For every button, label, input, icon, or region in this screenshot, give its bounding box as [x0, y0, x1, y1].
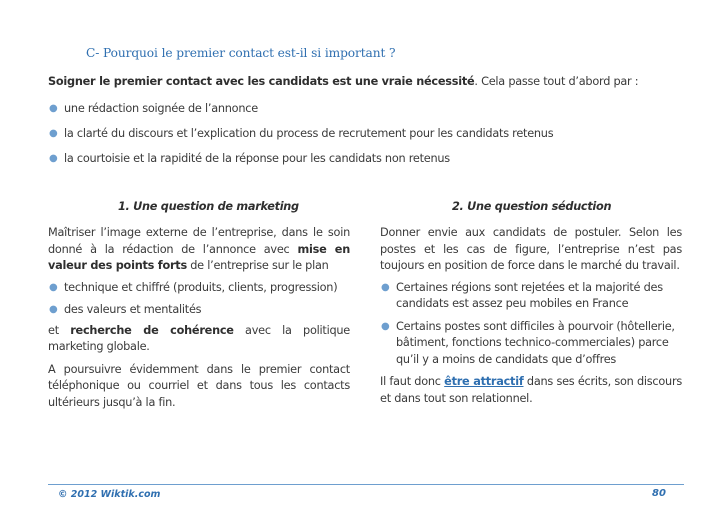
list-item: ● une rédaction soignée de l’annonce — [49, 102, 258, 115]
section-heading: C- Pourquoi le premier contact est-il si important ? — [86, 46, 396, 60]
bullet-icon: ● — [49, 281, 58, 293]
bullet-icon: ● — [381, 320, 390, 332]
intro-bold: Soigner le premier contact avec les candidats est une vraie nécessité — [48, 75, 475, 88]
left-paragraph-2: et recherche de cohérence avec la politique marketing globale. — [48, 323, 350, 353]
list-item: ● Certains postes sont difficiles à pourvoir (hôtellerie, bâtiment, fonctions technico-commerciales) parce qu’il y a moins de candidats que d’offres — [381, 319, 675, 366]
footer-copyright: © 2012 Wiktik.com — [58, 489, 161, 500]
list-item: ● technique et chiffré (produits, clients, progression) — [48, 280, 350, 297]
left-column — [48, 225, 350, 411]
bullet-icon: ● — [49, 304, 58, 315]
bullet-icon: ● — [49, 103, 58, 114]
list-item: ● la clarté du discours et l’explication du process de recrutement pour les candidats retenus — [49, 127, 554, 140]
page-number: 80 — [652, 488, 666, 499]
list-item: ● Certaines régions sont rejetées et la majorité des candidats est assez peu mobiles en France — [381, 280, 663, 310]
intro-paragraph — [48, 75, 688, 88]
bullet-icon: ● — [381, 281, 390, 293]
bullet-icon: ● — [49, 153, 58, 164]
left-paragraph-3: A poursuivre évidemment dans le premier contact téléphonique ou courriel et dans tous les contacts ultérieurs jusqu’à la fin. — [48, 362, 350, 409]
right-paragraph-1: Donner envie aux candidats de postuler. Selon les postes et les cas de figure, l’entreprise n’est pas toujours en position de force dans le marché du travail. — [380, 226, 682, 272]
list-item: ● des valeurs et mentalités — [48, 302, 350, 319]
footer-divider — [48, 484, 684, 485]
left-paragraph-1: Maîtriser l’image externe de l’entreprise, dans le soin donné à la rédaction de l’annonce avec mise en valeur des points forts de l’entreprise sur le plan — [48, 226, 351, 272]
right-paragraph-2: Il faut donc être attractif dans ses écrits, son discours et dans tout son relationnel. — [380, 375, 682, 405]
intro-bullet-list — [48, 101, 553, 176]
right-column-title: 2. Une question séduction — [452, 200, 612, 213]
left-column-title: 1. Une question de marketing — [118, 200, 299, 213]
attractive-link: être attractif — [444, 375, 524, 388]
bullet-icon: ● — [49, 128, 58, 139]
intro-rest: . Cela passe tout d’abord par : — [474, 75, 639, 88]
right-column — [380, 225, 682, 407]
list-item: ● la courtoisie et la rapidité de la réponse pour les candidats non retenus — [49, 152, 450, 165]
